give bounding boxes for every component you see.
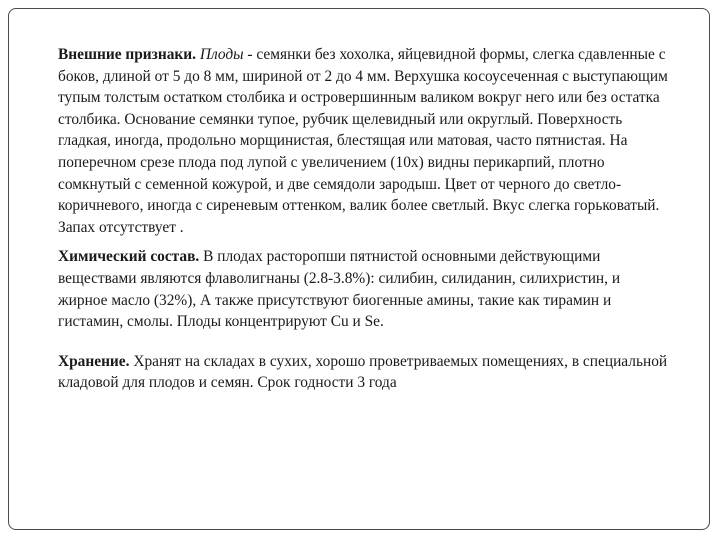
storage-text: Хранят на складах в сухих, хорошо проветриваемых помещениях, в специальной кладовой для плодов и семян. Срок годности 3 года bbox=[58, 352, 668, 392]
slide-frame bbox=[8, 8, 710, 530]
storage-heading: Хранение. bbox=[58, 352, 130, 370]
chemical-composition-text: В плодах расторопши пятнистой основными действующими веществами являются флаволигнаны (2.8-3.8%): силибин, силиданин, силихристин, и жирное масло (32%), А также присутствуют биогенные амины, такие как тирамин и гистамин, смолы. Плоды концентрируют Cu и Se. bbox=[58, 248, 621, 331]
external-features-paragraph bbox=[58, 44, 672, 238]
chemical-composition-heading: Химический состав. bbox=[58, 248, 200, 266]
external-features-heading: Внешние признаки. bbox=[58, 46, 196, 63]
slide-content bbox=[58, 44, 672, 394]
external-features-text: - семянки без хохолка, яйцевидной формы, слегка сдавленные с боков, длиной от 5 до 8 мм, шириной от 2 до 4 мм. Верхушка косоусеченная с выступающим тупым толстым остатком столбика и островершинным валиком вокруг него или без остатка столбика. Основание семянки тупое, рубчик щелевидный или округлый. Поверхность гладкая, иногда, продольно морщинистая, блестящая или матовая, часто пятнистая. На поперечном срезе плода под лупой с увеличением (10х) видны перикарпий, плотно сомкнутый с семенной кожурой, и две семядоли зародыш. Цвет от черного до светло-коричневого, иногда с сиреневым оттенком, валик более светлый. Вкус слегка горьковатый. Запах отсутствует . bbox=[58, 46, 668, 236]
fruits-label: Плоды bbox=[199, 46, 244, 63]
storage-paragraph bbox=[58, 351, 672, 394]
chemical-composition-paragraph bbox=[58, 246, 672, 332]
